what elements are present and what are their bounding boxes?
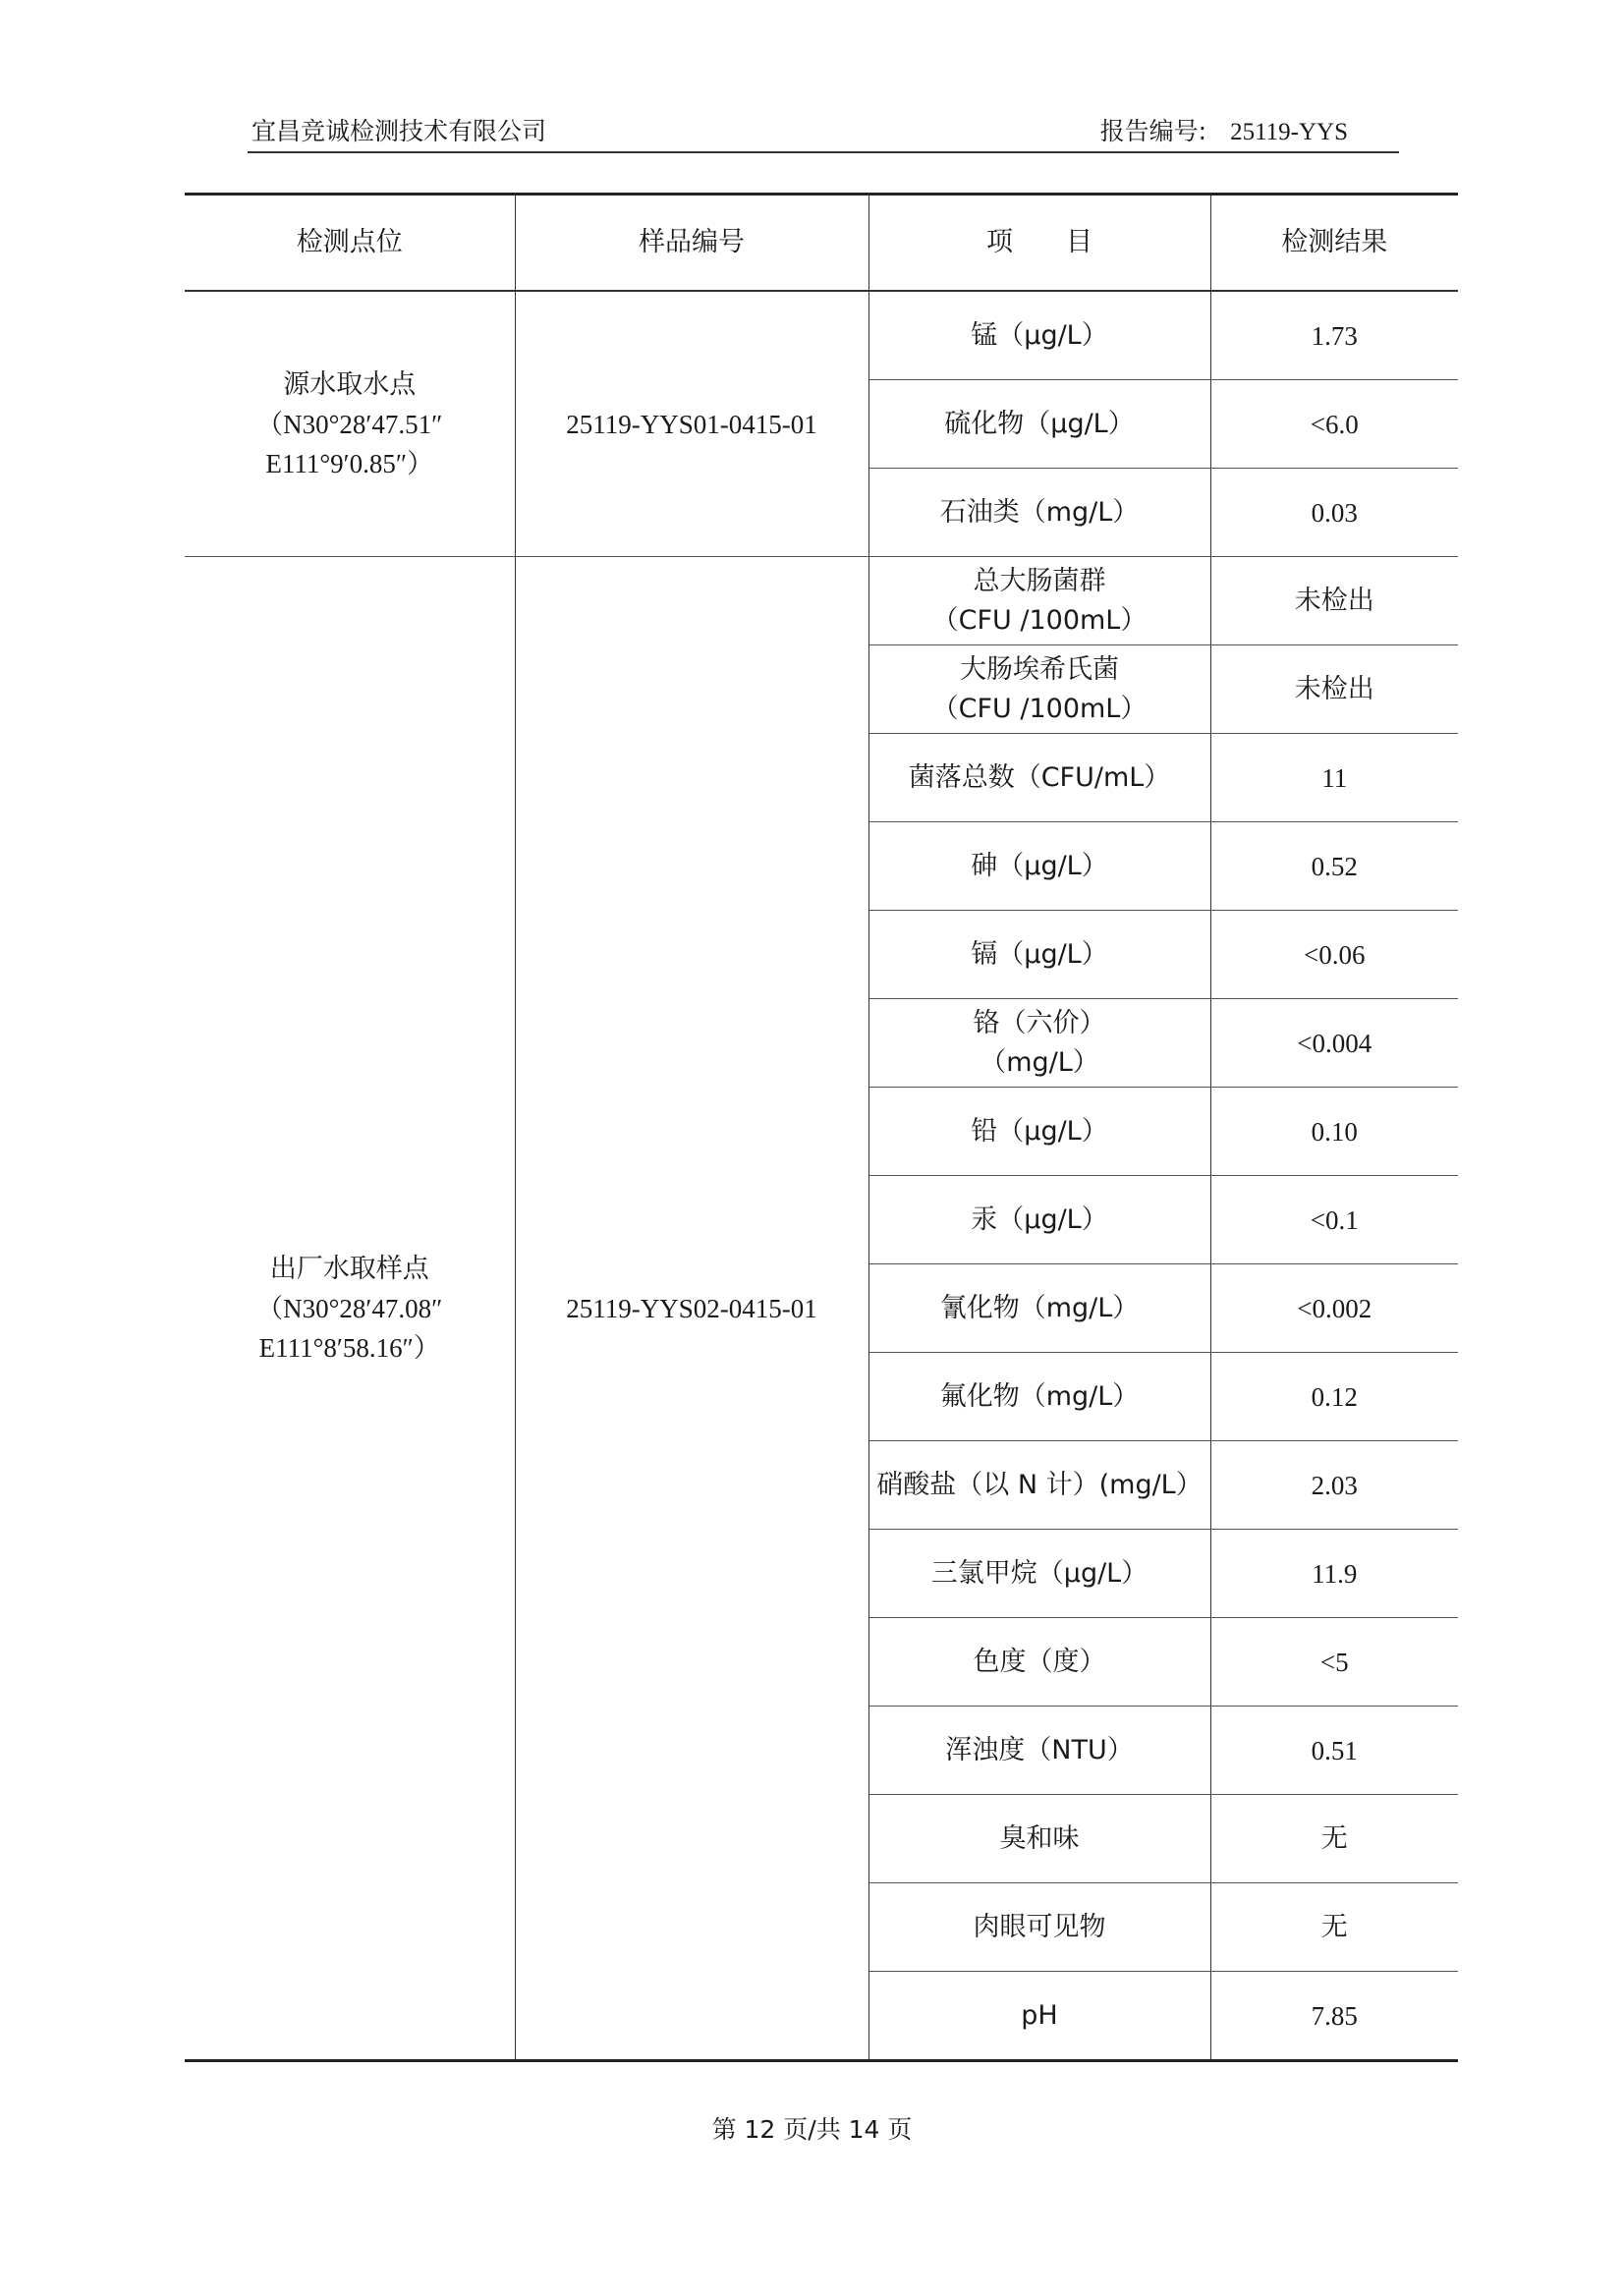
sample-id-cell: 25119-YYS02-0415-01 <box>515 557 868 2061</box>
test-item-unit: （CFU /100mL） <box>931 604 1148 636</box>
test-result-cell: 0.03 <box>1210 469 1458 557</box>
site-coordinate: E111°9′0.85″） <box>265 448 434 478</box>
test-item-name: 硝酸盐（以 N 计）(mg/L） <box>876 1469 1203 1500</box>
test-item-cell <box>868 469 1210 557</box>
test-item-name: 石油类（mg/L） <box>939 496 1140 528</box>
test-item-name: 大肠埃希氏菌 <box>960 653 1119 685</box>
test-result-cell: <0.06 <box>1210 911 1458 999</box>
test-item-cell <box>868 1176 1210 1264</box>
test-item-name: 三氯甲烷（μg/L） <box>930 1557 1148 1589</box>
test-result-cell: 0.52 <box>1210 822 1458 911</box>
test-item-cell <box>868 1707 1210 1795</box>
page-header <box>248 110 1399 153</box>
test-item-unit: （mg/L） <box>980 1046 1099 1078</box>
table-body <box>185 291 1458 2061</box>
test-item-cell <box>868 911 1210 999</box>
test-item-name: 浑浊度（NTU） <box>945 1734 1134 1765</box>
results-table <box>185 193 1458 2062</box>
site-name: 源水取水点 <box>283 368 417 400</box>
test-result-cell: 0.51 <box>1210 1707 1458 1795</box>
column-header-item: 项 目 <box>868 195 1210 292</box>
test-result-cell: 未检出 <box>1210 557 1458 645</box>
test-item-name: 铬（六价） <box>973 1007 1106 1038</box>
test-item-cell <box>868 557 1210 645</box>
sample-id-cell: 25119-YYS01-0415-01 <box>515 291 868 557</box>
test-result-cell: 11 <box>1210 734 1458 822</box>
test-item-name: 铅（μg/L） <box>971 1115 1108 1147</box>
test-result-cell: 未检出 <box>1210 645 1458 734</box>
page-footer: 第 12 页/共 14 页 <box>711 2115 913 2144</box>
test-item-name: 臭和味 <box>999 1822 1080 1854</box>
report-number: 25119-YYS <box>1230 119 1348 145</box>
test-item-name: 硫化物（μg/L） <box>944 408 1135 439</box>
test-item-name: 砷（μg/L） <box>971 850 1108 881</box>
site-coordinate: E111°8′58.16″） <box>258 1332 440 1363</box>
test-item-name: 镉（μg/L） <box>971 938 1108 970</box>
table-row <box>185 291 1458 380</box>
table-header-row <box>185 195 1458 292</box>
column-header-site: 检测点位 <box>185 195 515 292</box>
column-header-sample-id: 样品编号 <box>515 195 868 292</box>
test-item-cell <box>868 822 1210 911</box>
test-result-cell: <0.004 <box>1210 999 1458 1088</box>
test-item-name: 菌落总数（CFU/mL） <box>908 761 1171 793</box>
test-result-cell: 无 <box>1210 1883 1458 1972</box>
test-item-cell <box>868 1088 1210 1176</box>
test-item-cell <box>868 999 1210 1088</box>
test-item-name: 色度（度） <box>973 1646 1106 1677</box>
test-result-cell: <0.1 <box>1210 1176 1458 1264</box>
test-item-name: 锰（μg/L） <box>971 319 1108 351</box>
test-item-cell <box>868 1530 1210 1618</box>
test-result-cell: <5 <box>1210 1618 1458 1707</box>
site-coordinate: （N30°28′47.51″ <box>256 409 443 439</box>
test-item-cell <box>868 1618 1210 1707</box>
test-result-cell: 2.03 <box>1210 1441 1458 1530</box>
sampling-site-cell <box>185 557 515 2061</box>
sampling-site-cell <box>185 291 515 557</box>
test-result-cell: 无 <box>1210 1795 1458 1883</box>
test-result-cell: 0.12 <box>1210 1353 1458 1441</box>
test-result-cell: 1.73 <box>1210 291 1458 380</box>
column-header-result: 检测结果 <box>1210 195 1458 292</box>
site-name: 出厂水取样点 <box>269 1253 429 1284</box>
test-item-name: 氰化物（mg/L） <box>939 1292 1140 1323</box>
test-item-name: 汞（μg/L） <box>971 1203 1108 1235</box>
test-item-cell <box>868 1264 1210 1353</box>
company-name: 宜昌竞诚检测技术有限公司 <box>252 117 547 145</box>
test-result-cell: <0.002 <box>1210 1264 1458 1353</box>
test-result-cell: 11.9 <box>1210 1530 1458 1618</box>
test-item-name: 总大肠菌群 <box>973 565 1106 596</box>
test-item-cell <box>868 1883 1210 1972</box>
test-result-cell: <6.0 <box>1210 380 1458 469</box>
test-item-name: 氟化物（mg/L） <box>939 1380 1140 1412</box>
site-coordinate: （N30°28′47.08″ <box>256 1293 443 1323</box>
test-item-cell <box>868 380 1210 469</box>
table-row <box>185 557 1458 645</box>
test-result-cell: 7.85 <box>1210 1972 1458 2061</box>
test-item-cell <box>868 1353 1210 1441</box>
test-item-cell <box>868 1795 1210 1883</box>
test-item-cell <box>868 734 1210 822</box>
report-number-label: 报告编号: <box>1099 117 1207 145</box>
test-item-name: 肉眼可见物 <box>973 1911 1106 1942</box>
test-item-cell <box>868 291 1210 380</box>
test-item-name: pH <box>1021 1999 1058 2031</box>
test-item-unit: （CFU /100mL） <box>931 693 1148 724</box>
test-item-cell <box>868 1972 1210 2061</box>
report-number-block <box>1100 112 1348 147</box>
test-item-cell <box>868 1441 1210 1530</box>
test-result-cell: 0.10 <box>1210 1088 1458 1176</box>
test-item-cell <box>868 645 1210 734</box>
